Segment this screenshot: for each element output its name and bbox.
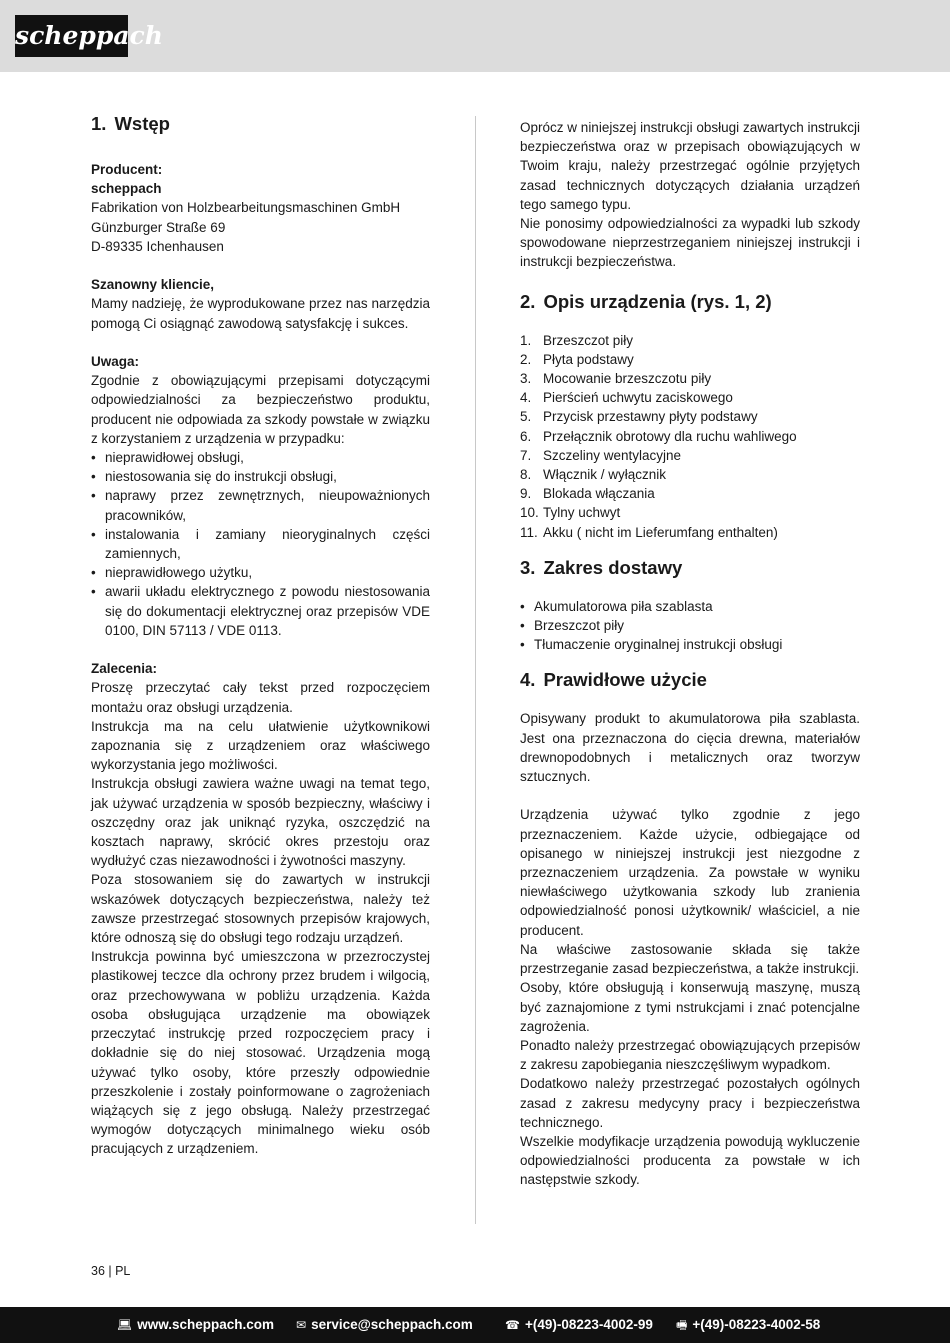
list-item: 5. Przycisk przestawny płyty podstawy	[520, 409, 758, 425]
list-item: 11. Akku ( nicht im Lieferumfang enthalten)	[520, 524, 778, 540]
heading-number: 1.	[91, 113, 107, 134]
intro-paragraph: Oprócz w niniejszej instrukcji obsługi zawartych instrukcji bezpieczeństwa oraz w przepisach obowiązujących w Twoim kraju, należy przestrzegać ogólnie przyjętych zasad technicznych dotyczących działania urządzeń tego samego typu.	[520, 120, 860, 212]
producer-line: Günzburger Straße 69	[91, 219, 226, 235]
section-heading-scope	[520, 556, 860, 580]
list-item: • Tłumaczenie oryginalnej instrukcji obsługi	[520, 635, 860, 654]
list-item: 6. Przełącznik obrotowy dla ruchu wahliwego	[520, 428, 797, 444]
left-column	[91, 112, 430, 1159]
email-icon: ✉	[296, 1318, 307, 1332]
section-heading-intro	[91, 112, 430, 136]
list-item: 9. Blokada włączania	[520, 486, 655, 502]
recommendation-paragraph: Poza stosowaniem się do zawartych w instrukcji wskazówek dotyczących bezpieczeństwa, należy też zawsze przestrzegać stosownych przepisów krajowych, które odnoszą się do obsługi tego rodzaju urządzeń.	[91, 872, 430, 946]
list-item: 4. Pierścień uchwytu zaciskowego	[520, 390, 733, 406]
producer-line: Fabrikation von Holzbearbeitungsmaschinen GmbH	[91, 200, 401, 216]
parts-list	[520, 331, 860, 542]
note-label: Uwaga:	[91, 354, 140, 369]
dear-customer-text: Mamy nadzieję, że wyprodukowane przez nas narzędzia pomogą Ci osiągnąć zawodową satysfakcję i sukces.	[91, 296, 430, 331]
scope-list	[520, 597, 860, 655]
producer-name: scheppach	[91, 181, 162, 197]
section-heading-intended-use	[520, 668, 860, 692]
list-item: • nieprawidłowej obsługi,	[91, 448, 430, 467]
section-heading-description	[520, 290, 860, 314]
heading-title: Wstęp	[114, 113, 170, 134]
list-item: 1. Brzeszczot piły	[520, 332, 634, 348]
use-paragraph: Osoby, które obsługują i konserwują maszynę, muszą być zaznajomione z tymi nstrukcjami i znać potencjalne zagrożenia.	[520, 980, 860, 1034]
producer-label: Producent:	[91, 162, 163, 177]
use-paragraph: Urządzenia używać tylko zgodnie z jego przeznaczeniem. Każde użycie, odbiegające od opisanego w niniejszej instrukcji jest niezgodne z przeznaczeniem urządzenia. Za powstałe w wyniku niewłaściwego użytkowania szkody lub zranienia odpowiedzialność ponosi użytkownik/ właściciel, a nie producent.	[520, 807, 860, 938]
recommendation-paragraph: Instrukcja powinna być umieszczona w przezroczystej plastikowej teczce dla ochrony przez brudem i wilgocią, oraz przechowywana w pobliżu urządzenia. Każda osoba obsługująca urządzenie ma obowiązek przeczytać instrukcję przed rozpoczęciem pracy i dokładnie się do niej stosować. Urządzenia mogą używać tylko osoby, które przeszły odpowiednie przeszkolenie i zostały poinformowane o zagrożeniach wiążących się z jego obsługą. Należy przestrzegać wymogów dotyczących minimalnego wieku osób pracujących z urządzeniem.	[91, 949, 430, 1157]
phone-icon: ☎	[505, 1318, 520, 1332]
list-item: • nieprawidłowego użytku,	[91, 563, 430, 582]
recommendations-label: Zalecenia:	[91, 661, 158, 677]
heading-number: 3.	[520, 556, 536, 578]
list-item: • niestosowania się do instrukcji obsługi,	[91, 467, 430, 486]
footer-fax: 🖷︎ +(49)-08223-4002-58	[676, 1317, 821, 1332]
list-item: • naprawy przez zewnętrznych, nieupoważnionych pracowników,	[91, 486, 430, 524]
note-text: Zgodnie z obowiązującymi przepisami dotyczącymi odpowiedzialności za bezpieczeństwo produktu, producent nie odpowiada za szkody powstałe w związku z korzystaniem z urządzenia w przypadku:	[91, 373, 430, 446]
recommendation-paragraph: Instrukcja obsługi zawiera ważne uwagi na temat tego, jak używać urządzenia w sposób bezpieczny, właściwy i oszczędny oraz jak uniknąć ryzyka, oszczędzić na kosztach naprawy, skrócić okres przestoju oraz wydłużyć czas niezawodności i żywotności maszyny.	[91, 776, 430, 869]
liability-list	[91, 448, 430, 640]
recommendation-paragraph: Proszę przeczytać cały tekst przed rozpoczęciem montażu oraz obsługi urządzenia.	[91, 680, 430, 715]
heading-title: Zakres dostawy	[543, 556, 683, 578]
use-paragraph: Ponadto należy przestrzegać obowiązujących przepisów z zakresu zapobiegania nieszczęśliwym wypadkom.	[520, 1037, 860, 1073]
heading-number: 4.	[520, 669, 536, 691]
recommendation-paragraph: Instrukcja ma na celu ułatwienie użytkownikowi zapoznania się z urządzeniem oraz właściwego wykorzystania jego możliwości.	[91, 718, 430, 773]
use-paragraph: Wszelkie modyfikacje urządzenia powodują wykluczenie odpowiedzialności producenta za powstałe w ich następstwie szkody.	[520, 1133, 860, 1188]
heading-title: Opis urządzenia (rys. 1, 2)	[543, 290, 772, 312]
list-item: 10. Tylny uchwyt	[520, 505, 621, 521]
dear-customer-label: Szanowny kliencie,	[91, 277, 215, 293]
heading-title: Prawidłowe użycie	[543, 669, 707, 691]
use-paragraph: Dodatkowo należy przestrzegać pozostałych ogólnych zasad z zakresu medycyny pracy i bezpieczeństwa technicznego.	[520, 1076, 860, 1130]
right-column	[520, 118, 860, 1190]
header-bar	[0, 0, 950, 72]
list-item: 8. Włącznik / wyłącznik	[520, 467, 667, 483]
intro-paragraph: Nie ponosimy odpowiedzialności za wypadki lub szkody spowodowane nieprzestrzeganiem niniejszej instrukcji i instrukcji bezpieczeństwa.	[520, 216, 860, 270]
producer-line: D-89335 Ichenhausen	[91, 238, 224, 254]
fax-icon: 🖷︎	[676, 1318, 688, 1332]
list-item: • Brzeszczot piły	[520, 616, 860, 635]
heading-number: 2.	[520, 290, 536, 312]
list-item: 7. Szczeliny wentylacyjne	[520, 447, 682, 463]
footer-email[interactable]: ✉ service@scheppach.com	[296, 1317, 473, 1332]
list-item: • instalowania i zamiany nieoryginalnych części zamiennych,	[91, 525, 430, 563]
use-paragraph: Opisywany produkt to akumulatorowa piła szablasta. Jest ona przeznaczona do cięcia drewna, materiałów drewnopodobnych i metalicznych oraz tworzyw sztucznych.	[520, 711, 860, 785]
list-item: 3. Mocowanie brzeszczotu piły	[520, 371, 712, 387]
footer-phone: ☎ +(49)-08223-4002-99	[505, 1317, 653, 1332]
use-paragraph: Na właściwe zastosowanie składa się także przestrzeganie zasad bezpieczeństwa, a także instrukcji.	[520, 941, 860, 977]
page-number: 36 | PL	[91, 1264, 131, 1278]
list-item: 2. Płyta podstawy	[520, 351, 634, 367]
scheppach-logo: scheppach	[15, 15, 128, 57]
list-item: • awarii układu elektrycznego z powodu niestosowania się do dokumentacji elektrycznej oraz przepisów VDE 0100, DIN 57113 / VDE 0113.	[91, 582, 430, 640]
footer-website[interactable]: 💻︎ www.scheppach.com	[117, 1317, 275, 1332]
computer-icon: 💻︎	[117, 1318, 133, 1332]
column-divider	[475, 116, 476, 1224]
footer-bar	[0, 1307, 950, 1343]
list-item: • Akumulatorowa piła szablasta	[520, 597, 860, 616]
